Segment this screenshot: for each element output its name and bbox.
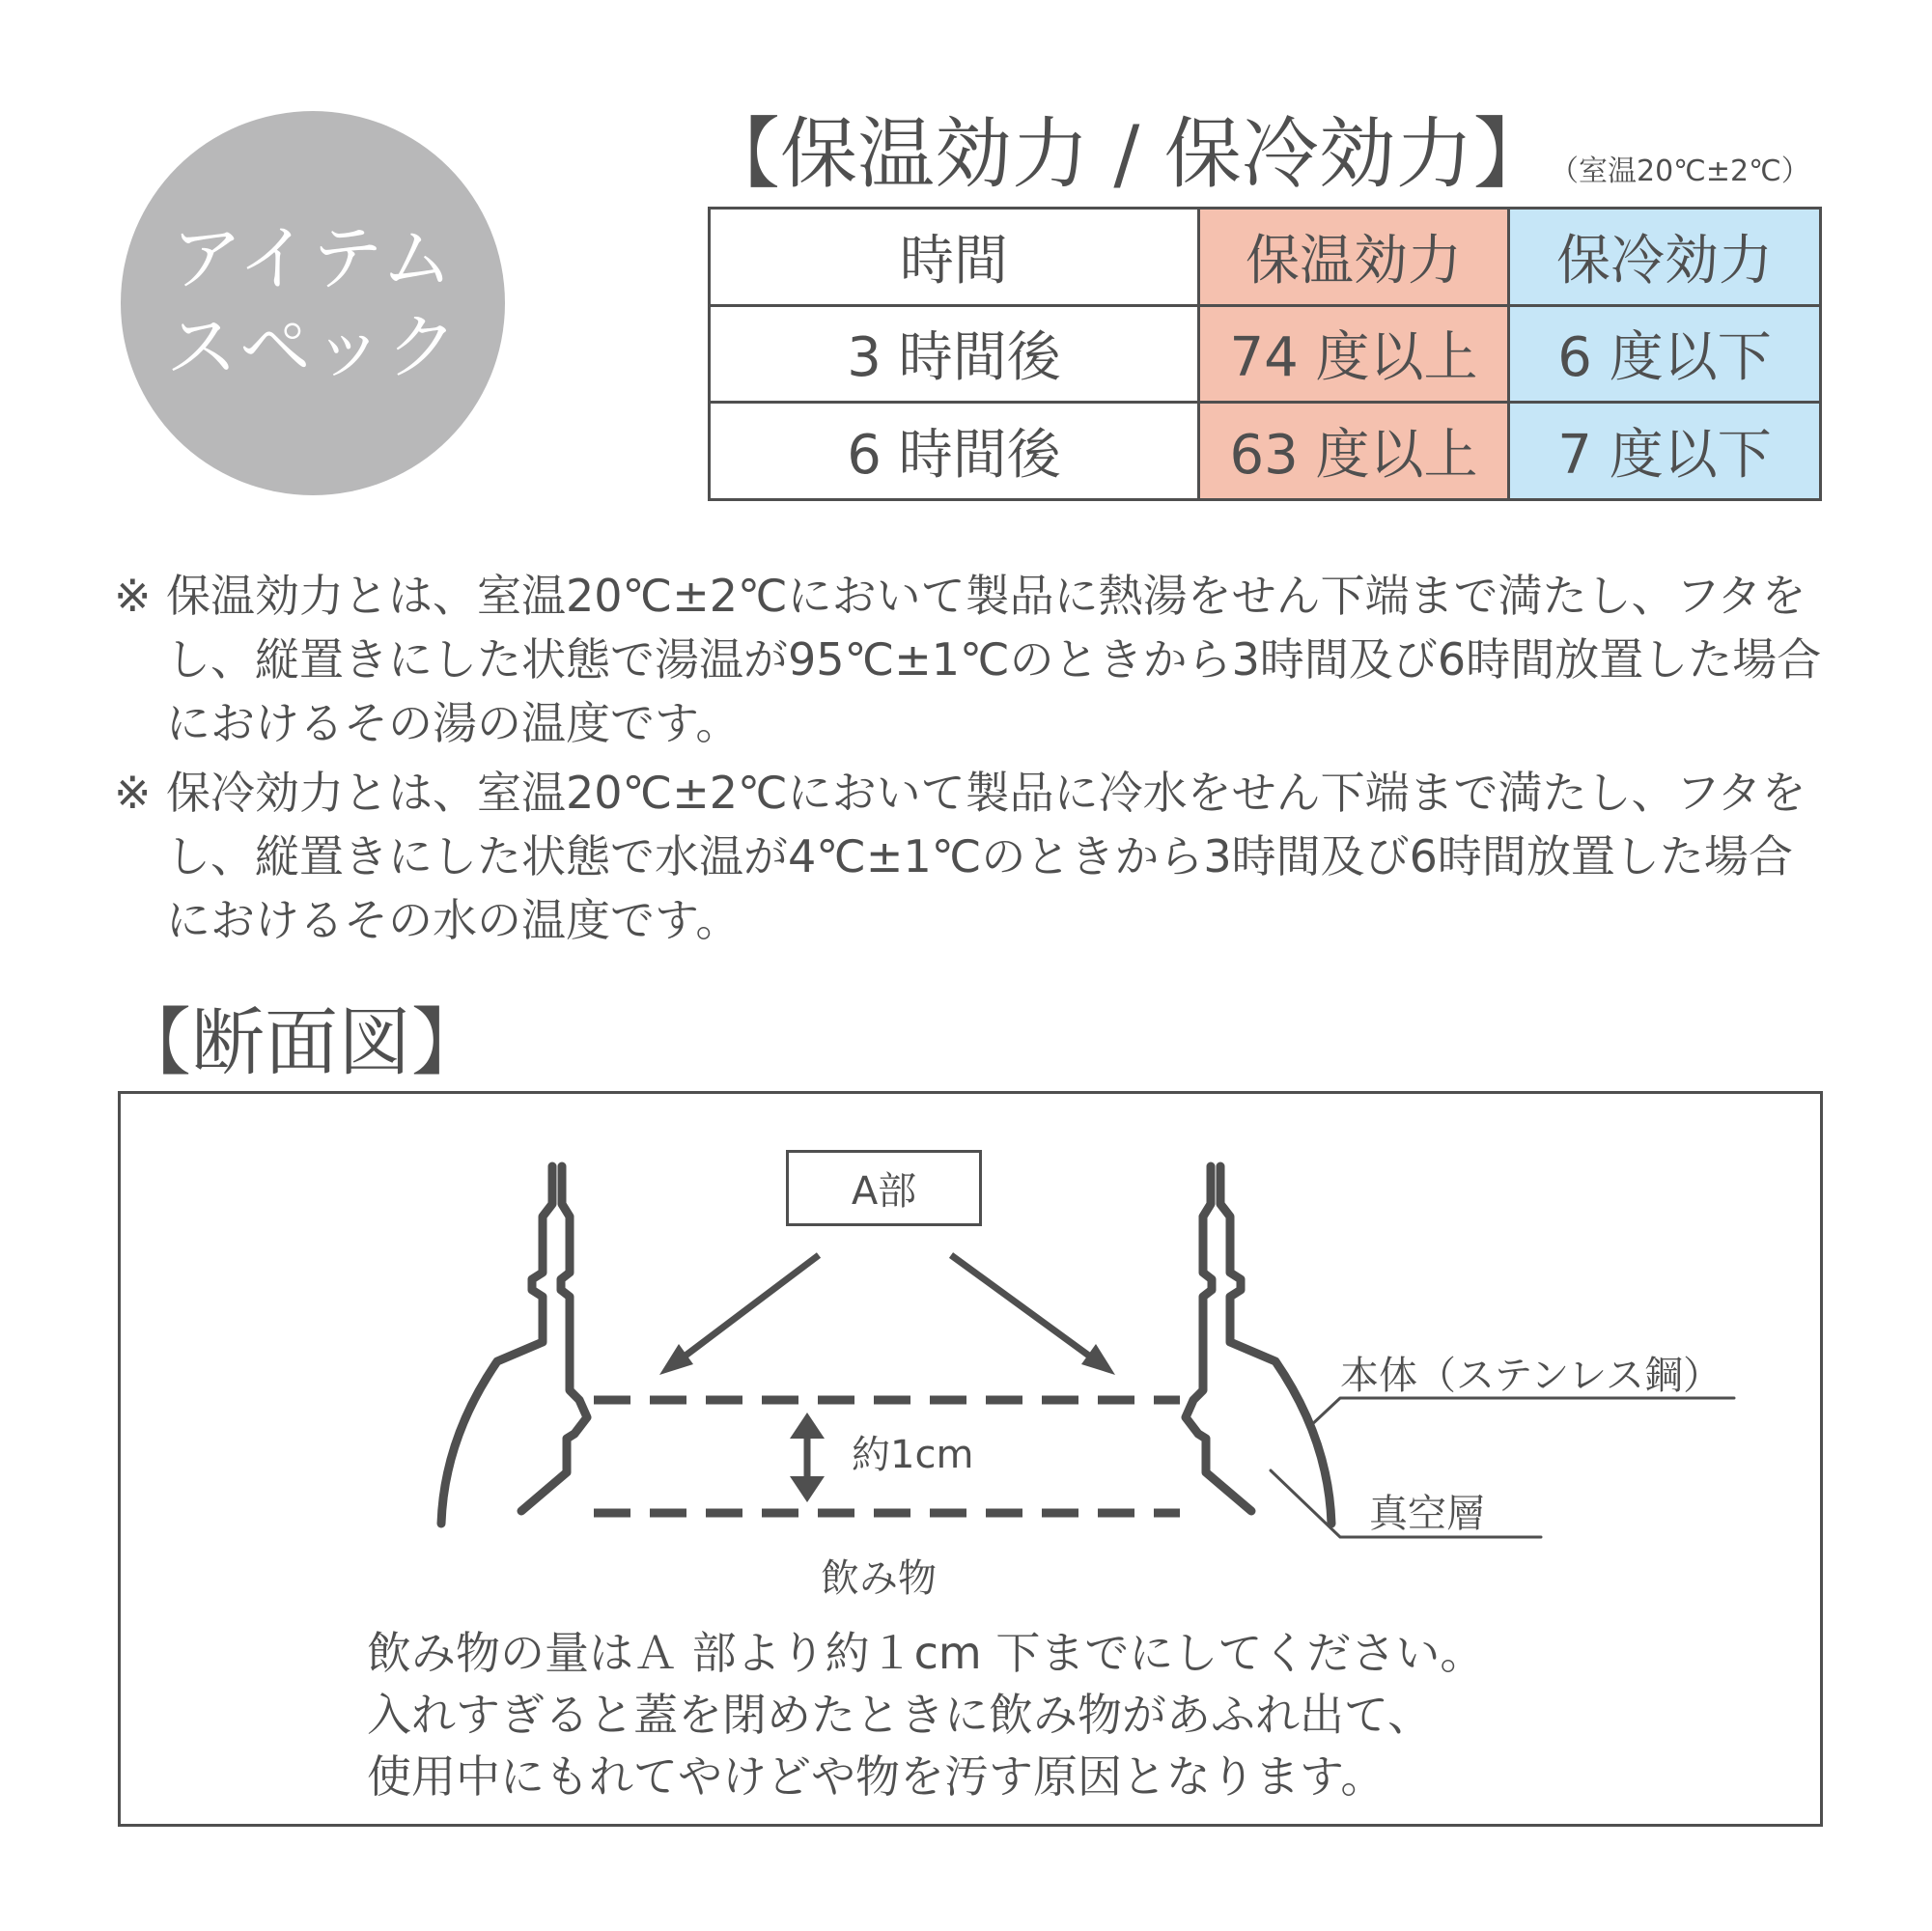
pointer-arrow-left — [678, 1255, 819, 1361]
caution-line: 入れすぎると蓋を閉めたときに飲み物があふれ出て、 — [367, 1689, 1433, 1741]
pointer-arrow-right — [951, 1255, 1097, 1361]
spec-title: 【保温効力 / 保冷効力】 — [703, 109, 1551, 199]
cell-time: 3 時間後 — [710, 305, 1199, 403]
spec-room-temp-note: （室温20℃±2℃） — [1550, 154, 1810, 188]
cross-section-title: 【断面図】 — [118, 999, 485, 1085]
a-part-label-box — [786, 1150, 982, 1226]
header-heat-retention: 保温効力 — [1199, 209, 1509, 306]
cell-heat: 63 度以上 — [1199, 403, 1509, 500]
cell-cold: 7 度以下 — [1509, 403, 1821, 500]
arrowhead-right-icon — [1081, 1344, 1115, 1375]
caution-line: 使用中にもれてやけどや物を汚す原因となります。 — [367, 1750, 1386, 1803]
note-mark: ※ — [114, 767, 152, 819]
arrowhead-left-icon — [659, 1344, 693, 1375]
gap-arrow-up-icon — [790, 1413, 825, 1439]
note-text: 保温効力とは、室温20℃±2℃において製品に熱湯をせん下端まで満たし、フタをし、縦置きにした状態で湯温が95℃±1℃のときから3時間及び6時間放置した場合におけるその湯の温度です。 — [166, 570, 1822, 749]
cell-cold: 6 度以下 — [1509, 305, 1821, 403]
fill-level-caution — [367, 1622, 1484, 1807]
note-text: 保冷効力とは、室温20℃±2℃において製品に冷水をせん下端まで満たし、フタをし、縦置きにした状態で水温が4℃±1℃のときから3時間及び6時間放置した場合におけるその水の温度です。 — [166, 767, 1806, 946]
header-cold-retention: 保冷効力 — [1509, 209, 1821, 306]
note-mark: ※ — [114, 570, 152, 622]
right-bottle-wall — [1186, 1166, 1331, 1524]
drink-label: 飲み物 — [821, 1556, 937, 1601]
body-label: 本体（ステンレス鋼） — [1340, 1354, 1722, 1398]
badge-line-2: スペック — [166, 306, 460, 389]
body-leader-line — [1309, 1398, 1734, 1427]
header-time: 時間 — [710, 209, 1199, 306]
cell-heat: 74 度以上 — [1199, 305, 1509, 403]
gap-arrow-down-icon — [790, 1476, 825, 1502]
a-part-label: A部 — [851, 1169, 917, 1214]
badge-line-1: アイテム — [171, 217, 455, 300]
vacuum-layer-label: 真空層 — [1369, 1492, 1485, 1536]
caution-line: 飲み物の量はＡ 部より約１cm 下までにしてください。 — [367, 1627, 1485, 1679]
cell-time: 6 時間後 — [710, 403, 1199, 500]
gap-label: 約1cm — [852, 1433, 974, 1477]
left-bottle-wall — [441, 1166, 587, 1524]
